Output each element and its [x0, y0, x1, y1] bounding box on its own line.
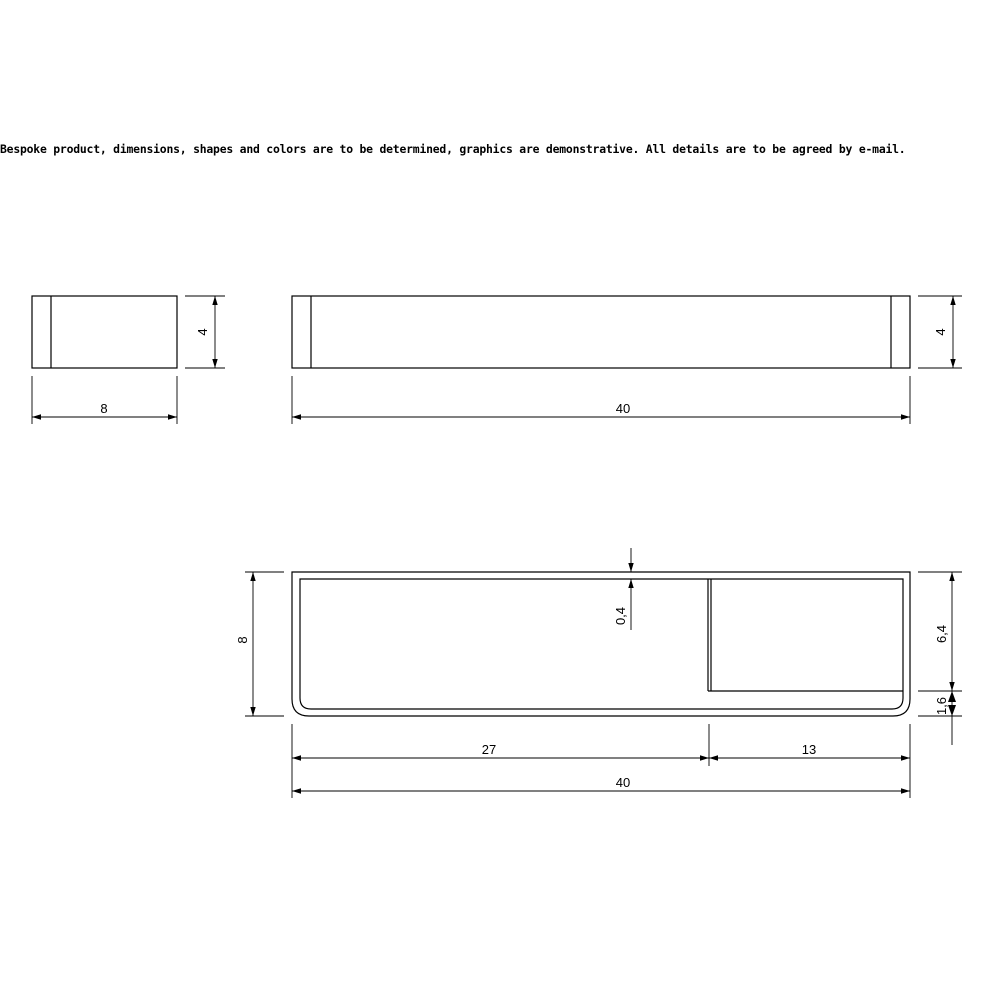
top-view — [235, 548, 962, 798]
upper-height-label: 6,4 — [934, 624, 949, 644]
front-height-label: 4 — [933, 328, 948, 336]
total-width-label: 40 — [615, 775, 631, 790]
left-section-label: 27 — [481, 742, 497, 757]
side-width-label: 8 — [100, 401, 108, 416]
front-view — [292, 296, 962, 424]
tray-outer-outline — [292, 572, 910, 716]
depth-label: 8 — [235, 636, 250, 644]
front-width-label: 40 — [615, 401, 631, 416]
right-section-label: 13 — [801, 742, 817, 757]
side-view-outline — [32, 296, 177, 368]
tray-inner-outline — [300, 579, 903, 709]
wall-thickness-label: 0,4 — [613, 606, 628, 626]
side-height-label: 4 — [195, 328, 210, 336]
side-view — [32, 296, 225, 424]
lower-height-label: 1,6 — [934, 696, 949, 716]
disclaimer-note: Bespoke product, dimensions, shapes and colors are to be determined, graphics are demonstrative. All details are to be agreed by e-mail. — [0, 142, 906, 156]
front-view-outline — [292, 296, 910, 368]
